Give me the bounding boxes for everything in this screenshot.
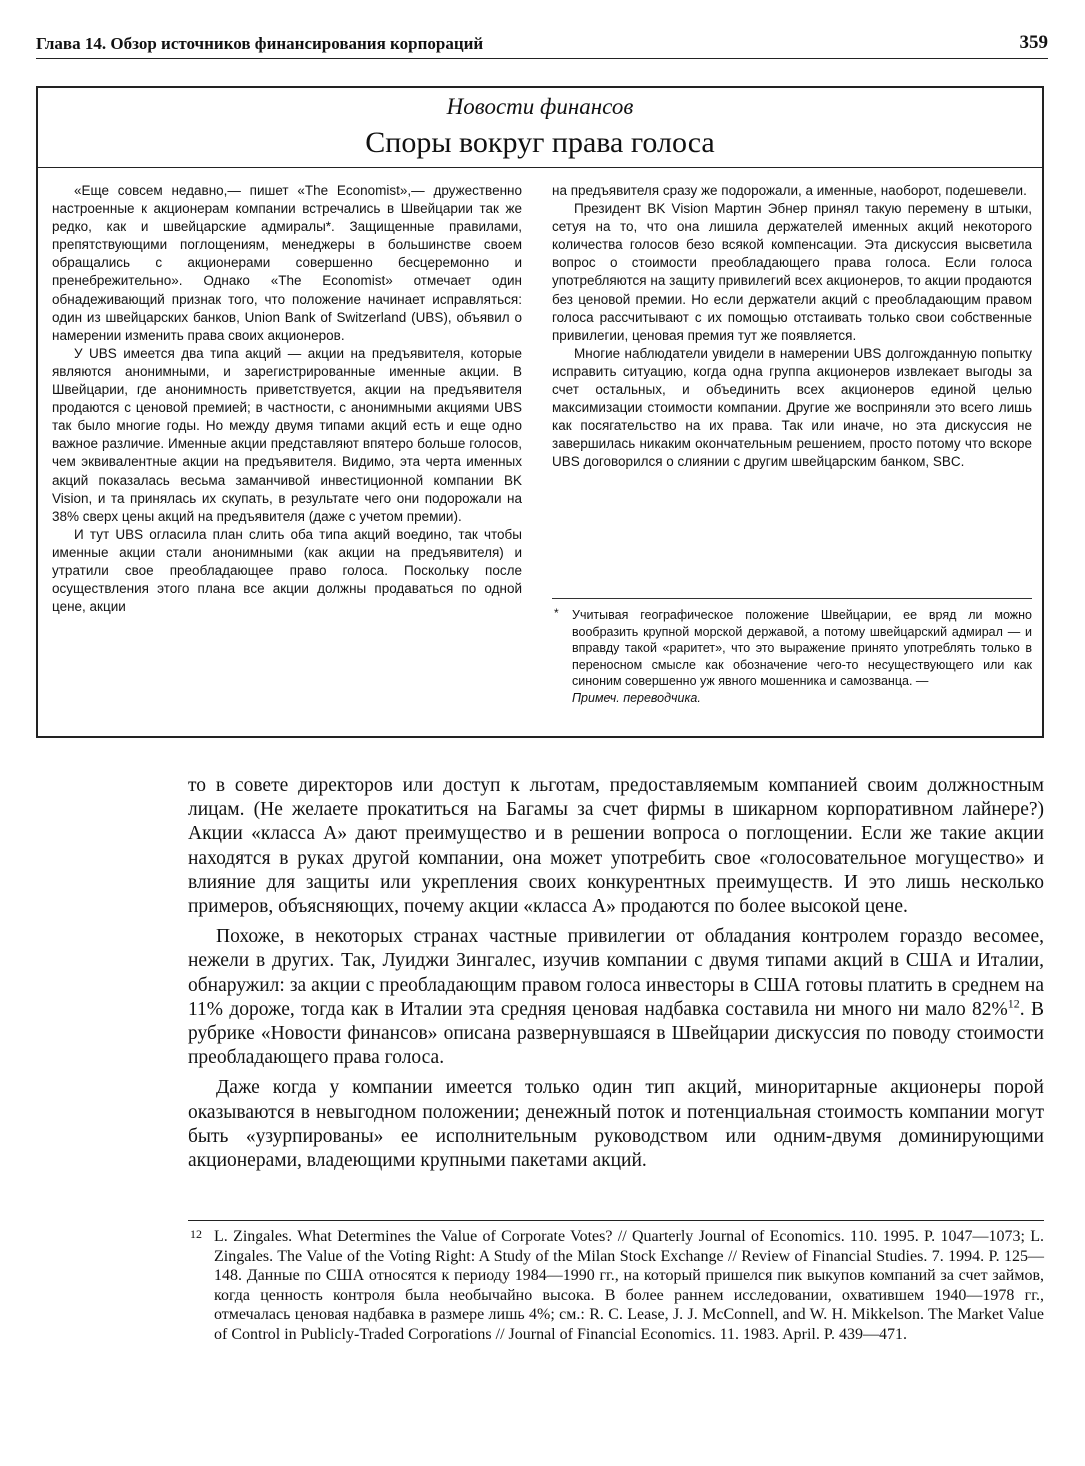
- body-text: Похоже, в некоторых странах частные привилегии от обладания контролем гораздо весомее, нежели в других. Так, Луиджи Зингалес, изучив компании с двумя типами акций в США и Италии, обнаружил: за акции с преобладающим правом голоса инвесторы в США готовы платить в среднем на 11% дороже, тогда как в Италии эта средняя ценовая надбавка составила ни много ни мало 82%: [188, 926, 1044, 1020]
- box-footnote-mark: *: [554, 606, 559, 620]
- box-paragraph: «Еще совсем недавно,— пишет «The Economist»,— дружественно настроенные к акционерам компании встречались в Швейцарии так же редко, как и швейцарские адмиралы*. Защищенные правилами, препятствующими поглощениям, менеджеры в большинстве своем обращались с акционерами совершенно бесцеремонно и пренебрежительно». Однако «The Economist» отмечает один обнадеживающий признак того, что положение начинает исправляться: один из швейцарских банков, Union Bank of Switzerland (UBS), объявил о намерении изменить права своих акционеров.: [52, 183, 522, 343]
- box-paragraph: Многие наблюдатели увидели в намерении UBS долгожданную попытку исправить ситуацию, когда одна группа акционеров извлекает выгоды за счет остальных, и объединить всех акционеров единой целью максимизации стоимости компании. Другие же восприняли это всего лишь как посягательство на их права. Так или иначе, но эта дискуссия не завершилась никаким окончательным решением, просто потому что вскоре UBS договорился о слиянии с другим швейцарским банком, SBC.: [552, 345, 1032, 470]
- box-footnote-text: Учитывая географическое положение Швейцарии, ее вряд ли можно вообразить крупной морской державой, а потому швейцарский адмирал — и вправду такой «раритет», что это выражение принято употреблять только в переносном смысле как обозначение чего-то несуществующего или как синоним совершенно уж явного мошенника и самозванца. —: [572, 608, 1032, 689]
- footnote-reference[interactable]: 12: [1007, 996, 1020, 1011]
- box-paragraph: У UBS имеется два типа акций — акции на предъявителя, которые являются анонимными, и зарегистрированные именные акции. В Швейцарии, где анонимность приветствуется, акции на предъявителя продаются с ценовой премией; в частности, с анонимными акциями UBS так было многие годы. Но между двумя типами акций есть и еще одно важное различие. Именные акции представляют впятеро больше голосов, чем эквивалентные акции на предъявителя. Видимо, эта черта именных акций показалась весьма заманчивой инвестиционной компании BK Vision, и та принялась их скупать, в результате чего они подорожали на 38% сверх цены акций на предъявителя (даже с учетом премии).: [52, 345, 522, 524]
- box-footnote: [552, 598, 1032, 707]
- box-paragraph: Президент BK Vision Мартин Эбнер принял такую перемену в штыки, сетуя на то, что она лишила держателей именных акций некоторого количества голосов безо всякой компенсации. Эта дискуссия высветила вопрос о стоимости преобладающего права голоса. Если голоса употребляются на защиту привилегий всех акционеров, то акции продаются без ценовой премии. Но если держатели акций с преобладающим правом голоса рассчитывают с их помощью отстаивать только свои собственные привилегии, ценовая премия тут же появляется.: [552, 201, 1032, 343]
- page-number: 359: [1019, 32, 1048, 53]
- body-paragraph: то в совете директоров или доступ к льготам, предоставляемым компанией своим должностным лицам. (Не желаете прокатиться на Багамы за счет фирмы в шикарном корпоративном лайнере?) Акции «класса А» дают преимущество и в решении вопроса о поглощении. Если же такие акции находятся в руках другой компании, она может употребить свое «голосовательное могущество» и влияние для защиты или укрепления своих конкурентных преимуществ. И это лишь несколько примеров, объясняющих, почему акции «класса А» продаются по более высокой цене.: [188, 775, 1044, 918]
- news-box: [36, 86, 1044, 738]
- body-text: . В рубрике «Новости финансов» описана развернувшаяся в Швейцарии дискуссия по поводу стоимости преобладающего права голоса.: [188, 998, 1044, 1069]
- box-left-column: [52, 182, 522, 616]
- box-footnote-attribution: Примеч. переводчика.: [572, 690, 701, 705]
- footnotes: [188, 1220, 1044, 1345]
- body-paragraph: [188, 925, 1044, 1070]
- main-text: [188, 774, 1044, 1179]
- footnote-text: L. Zingales. What Determines the Value of Corporate Votes? // Quarterly Journal of Economics. 110. 1995. P. 1047—1073; L. Zingales. The Value of the Voting Right: A Study of the Milan Stock Exchange // Review of Financial Studies. 7. 1994. P. 125—148. Данные по США относятся к периоду 1984—1990 гг., на который пришелся пик выкупов компаний за счет займов, когда ценность контроля была необычайно высока. В более раннем исследовании, охватившем 1940—1978 гг., отмечалась ценовая надбавка в размере лишь 4%; см.: R. C. Lease, J. J. McConnell, and W. H. Mikkelson. The Market Value of Control in Publicly-Traded Corporations // Journal of Financial Economics. 11. 1983. April. P. 439—471.: [214, 1228, 1044, 1343]
- box-title: Споры вокруг права голоса: [365, 126, 715, 159]
- box-paragraph: на предъявителя сразу же подорожали, а именные, наоборот, подешевели.: [552, 183, 1027, 198]
- box-header: [38, 88, 1042, 168]
- running-head: [36, 32, 1048, 59]
- box-kicker: Новости финансов: [446, 94, 634, 119]
- chapter-title: Глава 14. Обзор источников финансирования корпораций: [36, 34, 484, 53]
- box-right-column: [552, 182, 1032, 472]
- box-paragraph: И тут UBS огласила план слить оба типа акций воедино, так чтобы именные акции стали анонимными (как акции на предъявителя) и утратили свое преобладающее право голоса. Поскольку после осуществления этого плана все акции должны продаваться по одной цене, акции: [52, 526, 522, 615]
- footnote-number: 12: [190, 1227, 202, 1241]
- body-paragraph: Даже когда у компании имеется только один тип акций, миноритарные акционеры порой оказываются в невыгодном положении; денежный поток и потенциальная стоимость компании могут быть «узурпированы» ее исполнительным руководством или одним-двумя доминирующими акционерами, владеющими крупными пакетами акций.: [188, 1077, 1044, 1172]
